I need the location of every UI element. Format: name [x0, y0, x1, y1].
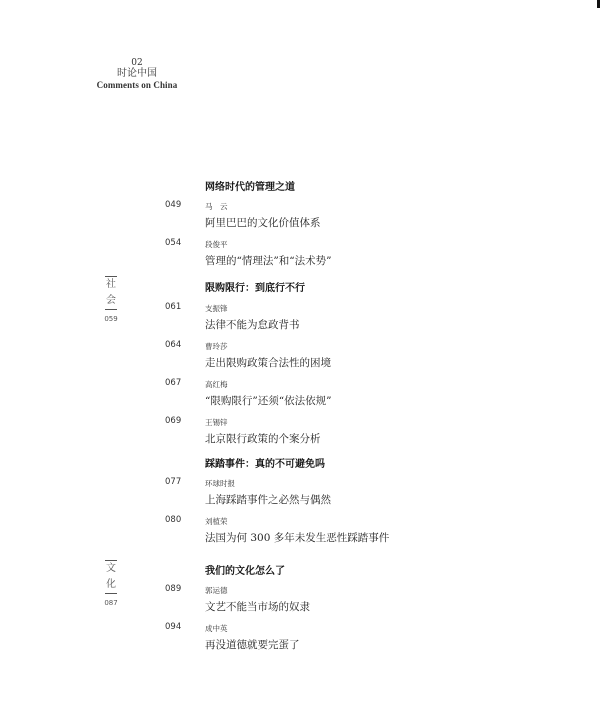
entry-page: 067 — [165, 378, 182, 388]
entry-author: 成中英 — [205, 624, 228, 633]
entry-page: 077 — [165, 477, 182, 487]
entry-author: 环球时报 — [205, 479, 235, 488]
entry-page: 094 — [165, 622, 182, 632]
entry-author: 高红梅 — [205, 380, 228, 389]
entry-author: 段俊平 — [205, 240, 228, 249]
entry-title: 法律不能为怠政背书 — [205, 319, 300, 331]
entry-title: 阿里巴巴的文化价值体系 — [205, 217, 321, 229]
toc-group-heading: 踩踏事件：真的不可避免吗 — [205, 459, 325, 470]
entry-page: 089 — [165, 584, 182, 594]
entry-page: 054 — [165, 238, 182, 248]
section-label-culture — [103, 560, 119, 608]
section-label-society — [103, 276, 119, 324]
toc-group-heading: 限购限行：到底行不行 — [205, 283, 305, 294]
toc-entry[interactable] — [165, 515, 565, 549]
section-char: 社 — [106, 279, 116, 290]
section-page: 059 — [104, 315, 118, 323]
entry-title: “限购限行”还须“依法依规” — [205, 395, 332, 407]
entry-author: 郭运德 — [205, 586, 228, 595]
section-divider — [105, 309, 117, 310]
toc-entry[interactable] — [165, 477, 565, 511]
toc-entry[interactable] — [165, 378, 565, 412]
entry-author: 刘植荣 — [205, 517, 228, 526]
toc-entry[interactable] — [165, 340, 565, 374]
toc-entry[interactable] — [165, 622, 565, 656]
toc-entry[interactable] — [165, 416, 565, 450]
entry-author: 支振锋 — [205, 304, 228, 313]
section-page: 087 — [104, 599, 118, 607]
entry-title: 走出限购政策合法性的困境 — [205, 357, 331, 369]
toc-entry[interactable] — [165, 238, 565, 272]
book-title-cn: 时论中国 — [117, 68, 157, 79]
toc-entry[interactable] — [165, 302, 565, 336]
entry-page: 064 — [165, 340, 182, 350]
section-char: 化 — [106, 579, 116, 590]
page-number: 02 — [131, 58, 143, 68]
entry-author: 曹玲莎 — [205, 342, 228, 351]
corner-mark — [597, 0, 600, 8]
running-header — [94, 58, 180, 90]
section-divider — [105, 593, 117, 594]
entry-author: 王锡锌 — [205, 418, 228, 427]
entry-title: 法国为何 300 多年未发生恶性踩踏事件 — [205, 532, 390, 544]
entry-title: 管理的“情理法”和“法术势” — [205, 255, 332, 267]
toc-entry[interactable] — [165, 584, 565, 618]
entry-page: 069 — [165, 416, 182, 426]
toc-group-heading: 网络时代的管理之道 — [205, 182, 295, 193]
entry-author: 马 云 — [205, 202, 228, 211]
toc-group-heading: 我们的文化怎么了 — [205, 566, 285, 577]
entry-title: 上海踩踏事件之必然与偶然 — [205, 494, 331, 506]
entry-page: 049 — [165, 200, 182, 210]
entry-page: 080 — [165, 515, 182, 525]
entry-page: 061 — [165, 302, 182, 312]
toc-entry[interactable] — [165, 200, 565, 234]
entry-title: 文艺不能当市场的奴隶 — [205, 601, 310, 613]
entry-title: 北京限行政策的个案分析 — [205, 433, 321, 445]
book-title-en: Comments on China — [96, 80, 178, 90]
entry-title: 再没道德就要完蛋了 — [205, 639, 300, 651]
section-char: 文 — [106, 563, 116, 574]
section-char: 会 — [106, 295, 116, 306]
